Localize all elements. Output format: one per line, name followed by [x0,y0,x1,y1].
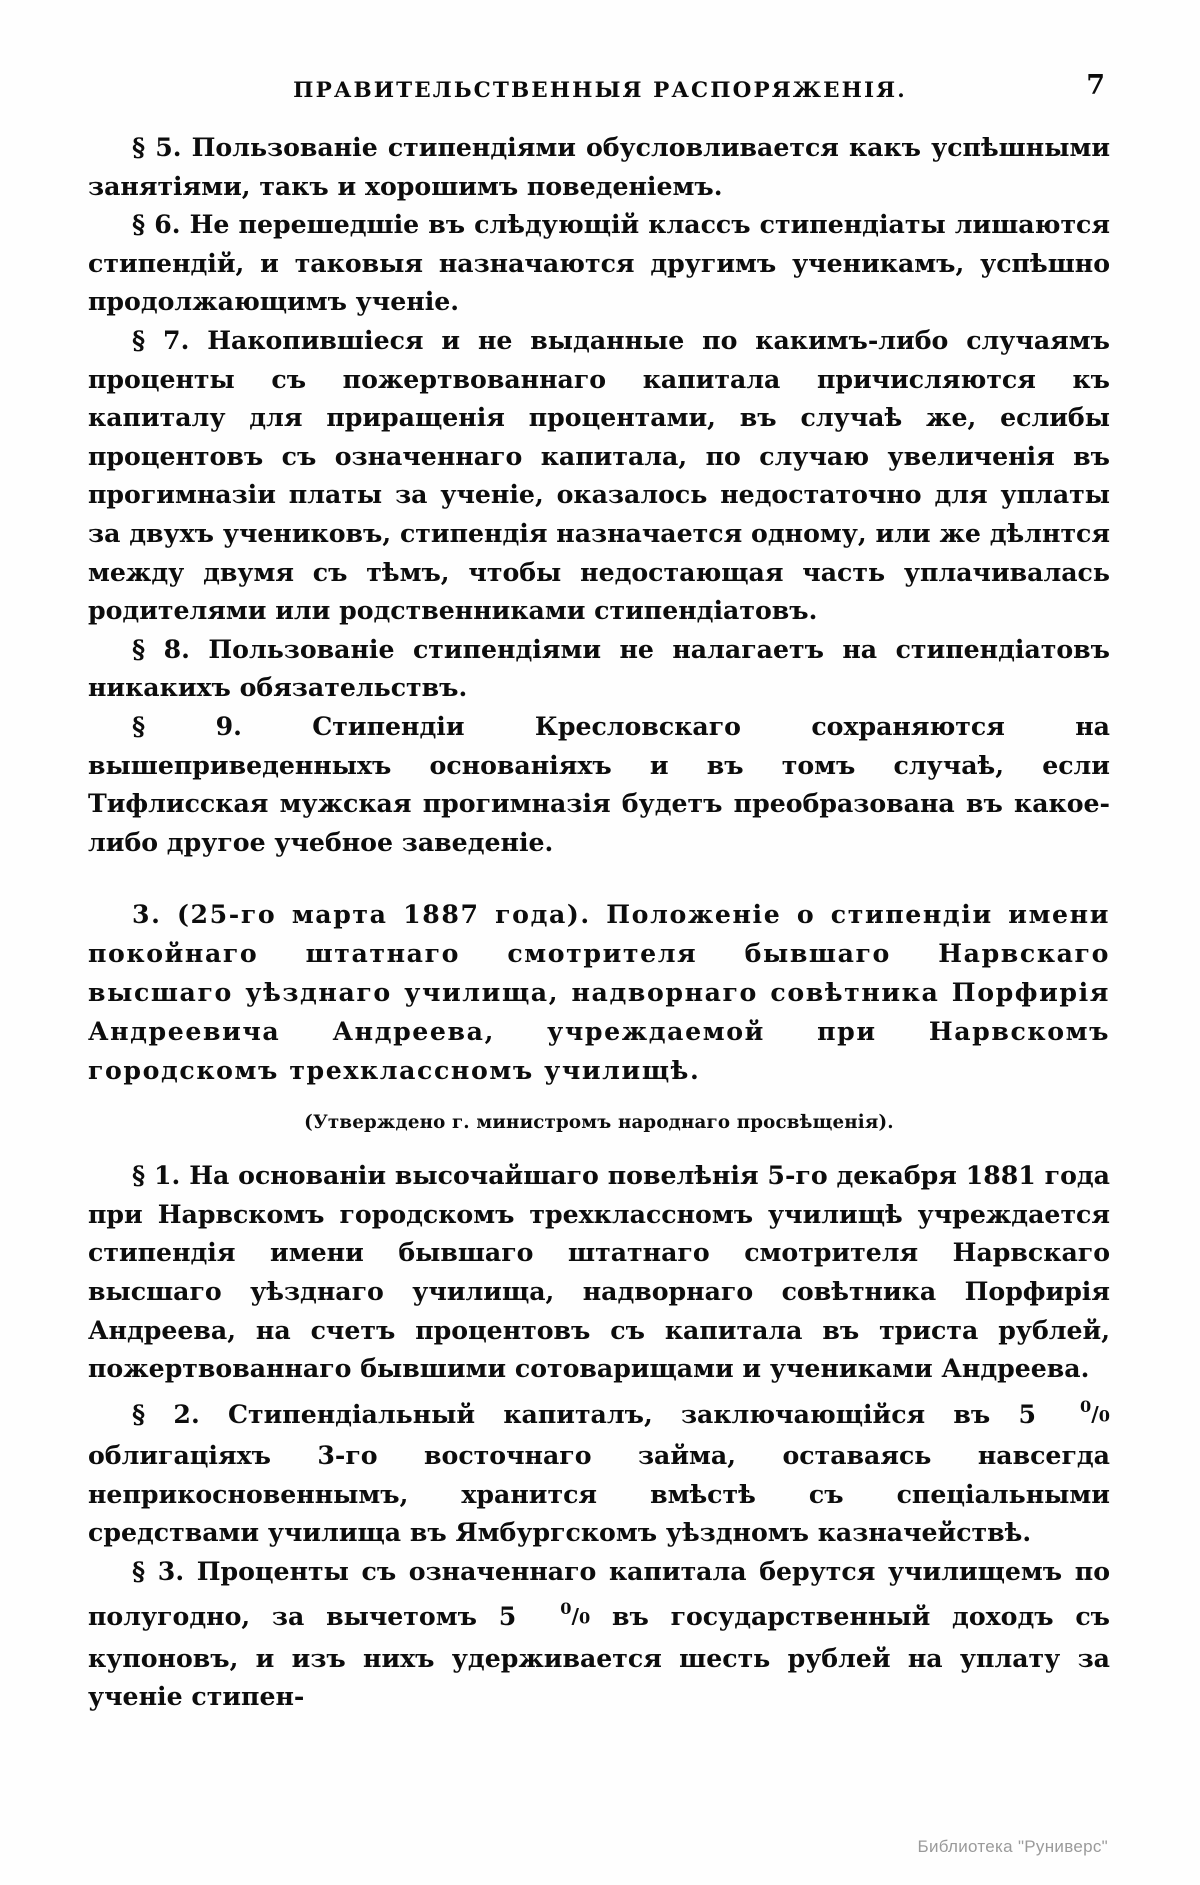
p2-after: облигаціяхъ 3-го восточнаго займа, оставаясь навсегда неприкосновеннымъ, хранится вмѣстѣ съ спеціальными средствами училища въ Ямбургскомъ уѣздномъ казначействѣ. [88,1440,1110,1548]
percent-value-5b: 5 [498,1601,517,1632]
p2-before: § 2. Стипендіальный капиталъ, заключающійся въ [132,1398,1019,1429]
percent-value-5: 5 [1018,1398,1037,1429]
percent-sign-2: $^0/_0$ [560,1599,591,1629]
paragraph-9: § 9. Стипендіи Кресловскаго сохраняются на вышеприведенныхъ основаніяхъ и въ томъ случаѣ, если Тифлисская мужская прогимназія будетъ преобразована въ какое-либо другое учебное заведеніе. [88,710,1110,857]
page-header [0,78,1200,103]
decree-paragraph-1: § 1. На основаніи высочайшаго повелѣнія 5-го декабря 1881 года при Нарвскомъ городскомъ трехклассномъ училищѣ учреждается стипендія имени бывшаго штатнаго смотрителя Нарвскаго высшаго уѣзднаго училища, надворнаго совѣтника Порфирія Андреева, на счетъ процентовъ съ капитала въ триста рублей, пожертвованнаго бывшими сотоварищами и учениками Андреева. [88,1160,1110,1384]
spacer [88,1090,1110,1108]
decree-paragraph-3 [88,1552,1110,1716]
running-head: ПРАВИТЕЛЬСТВЕННЫЯ РАСПОРЯЖЕНІЯ. [293,78,907,103]
paragraph-7: § 7. Накопившіеся и не выданные по какимъ-либо случаямъ проценты съ пожертвованнаго капитала причисляются къ капиталу для приращенія процентами, въ случаѣ же, еслибы процентовъ съ означеннаго капитала, по случаю увеличенія въ прогимназіи платы за ученіе, оказалось недостаточно для уплаты за двухъ учениковъ, стипендія назначается одному, или же дѣлнтся между двумя съ тѣмъ, чтобы недостающая часть уплачивалась родителями или родственниками стипендіатовъ. [88,324,1110,626]
p3-after: въ государственный доходъ съ купоновъ, и изъ нихъ удерживается шесть рублей на уплату за ученіе стипен- [88,1601,1110,1712]
section-divider [88,861,1110,895]
approval-note: (Утверждено г. министромъ народнаго просвѣщенія). [304,1112,894,1134]
paragraph-5: § 5. Пользованіе стипендіями обусловливается какъ успѣшными занятіями, такъ и хорошимъ поведеніемъ. [88,132,1110,201]
decree-paragraph-2 [88,1388,1110,1552]
decree-heading: 3. (25-го марта 1887 года). Положеніе о стипендіи имени покойнаго штатнаго смотрителя бывшаго Нарвскаго высшаго уѣзднаго училища, надворнаго совѣтника Порфирія Андреевича Андреева, учреждаемой при Нарвскомъ городскомъ трехклассномъ училищѣ. [88,899,1110,1086]
paragraph-8: § 8. Пользованіе стипендіями не налагаетъ на стипендіатовъ никакихъ обязательствъ. [88,633,1110,703]
paragraph-6: § 6. Не перешедшіе въ слѣдующій классъ стипендіаты лишаются стипендій, и таковыя назначаются другимъ ученикамъ, успѣшно продолжающимъ ученіе. [88,209,1110,317]
percent-sign: $^0/_0$ [1080,1396,1110,1426]
spacer-2 [88,1138,1110,1156]
document-body [88,128,1110,1716]
library-watermark: Библиотека "Руниверс" [917,1837,1108,1856]
page-number: 7 [1086,70,1105,101]
p3-before: § 3. Проценты съ означеннаго капитала берутся училищемъ по полугодно, за вычетомъ [88,1555,1110,1632]
